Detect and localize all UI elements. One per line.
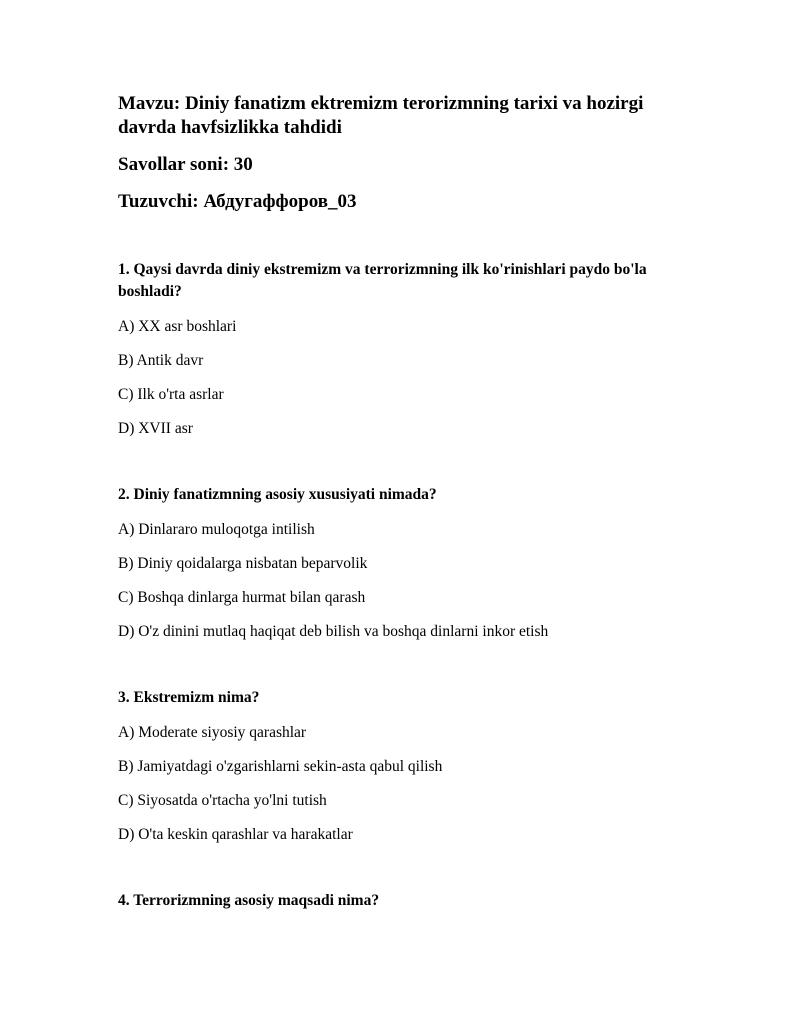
answer-option-d: D) O'ta keskin qarashlar va harakatlar bbox=[118, 826, 353, 843]
answer-option-c: C) Boshqa dinlarga hurmat bilan qarash bbox=[118, 589, 366, 606]
question-3 bbox=[118, 687, 678, 845]
answer-option-b: B) Jamiyatdagi o'zgarishlarni sekin-asta qabul qilish bbox=[118, 758, 443, 775]
question-4 bbox=[118, 890, 678, 912]
answer-option-a: A) Moderate siyosiy qarashlar bbox=[118, 724, 307, 741]
answer-option-a: A) XX asr boshlari bbox=[118, 318, 237, 335]
question-text: 1. Qaysi davrda diniy ekstremizm va terrorizmning ilk ko'rinishlari paydo bo'la boshladi? bbox=[118, 261, 647, 300]
document-title: Mavzu: Diniy fanatizm ektremizm terorizmning tarixi va hozirgi davrda havfsizlikka tahdidi bbox=[118, 93, 644, 138]
answer-option-d: D) O'z dinini mutlaq haqiqat deb bilish va boshqa dinlarni inkor etish bbox=[118, 623, 549, 640]
question-text: 3. Ekstremizm nima? bbox=[118, 689, 260, 706]
answer-option-b: B) Diniy qoidalarga nisbatan beparvolik bbox=[118, 555, 368, 572]
answer-option-c: C) Ilk o'rta asrlar bbox=[118, 386, 224, 403]
document-page bbox=[118, 92, 678, 912]
answer-option-b: B) Antik davr bbox=[118, 352, 204, 369]
document-author: Tuzuvchi: Абдугаффоров_03 bbox=[118, 191, 357, 212]
answer-option-a: A) Dinlararo muloqotga intilish bbox=[118, 521, 315, 538]
answer-option-d: D) XVII asr bbox=[118, 420, 193, 437]
question-count: Savollar soni: 30 bbox=[118, 154, 253, 175]
question-2 bbox=[118, 484, 678, 642]
question-text: 4. Terrorizmning asosiy maqsadi nima? bbox=[118, 892, 380, 909]
answer-option-c: C) Siyosatda o'rtacha yo'lni tutish bbox=[118, 792, 327, 809]
question-text: 2. Diniy fanatizmning asosiy xususiyati nimada? bbox=[118, 486, 437, 503]
question-1 bbox=[118, 259, 678, 439]
